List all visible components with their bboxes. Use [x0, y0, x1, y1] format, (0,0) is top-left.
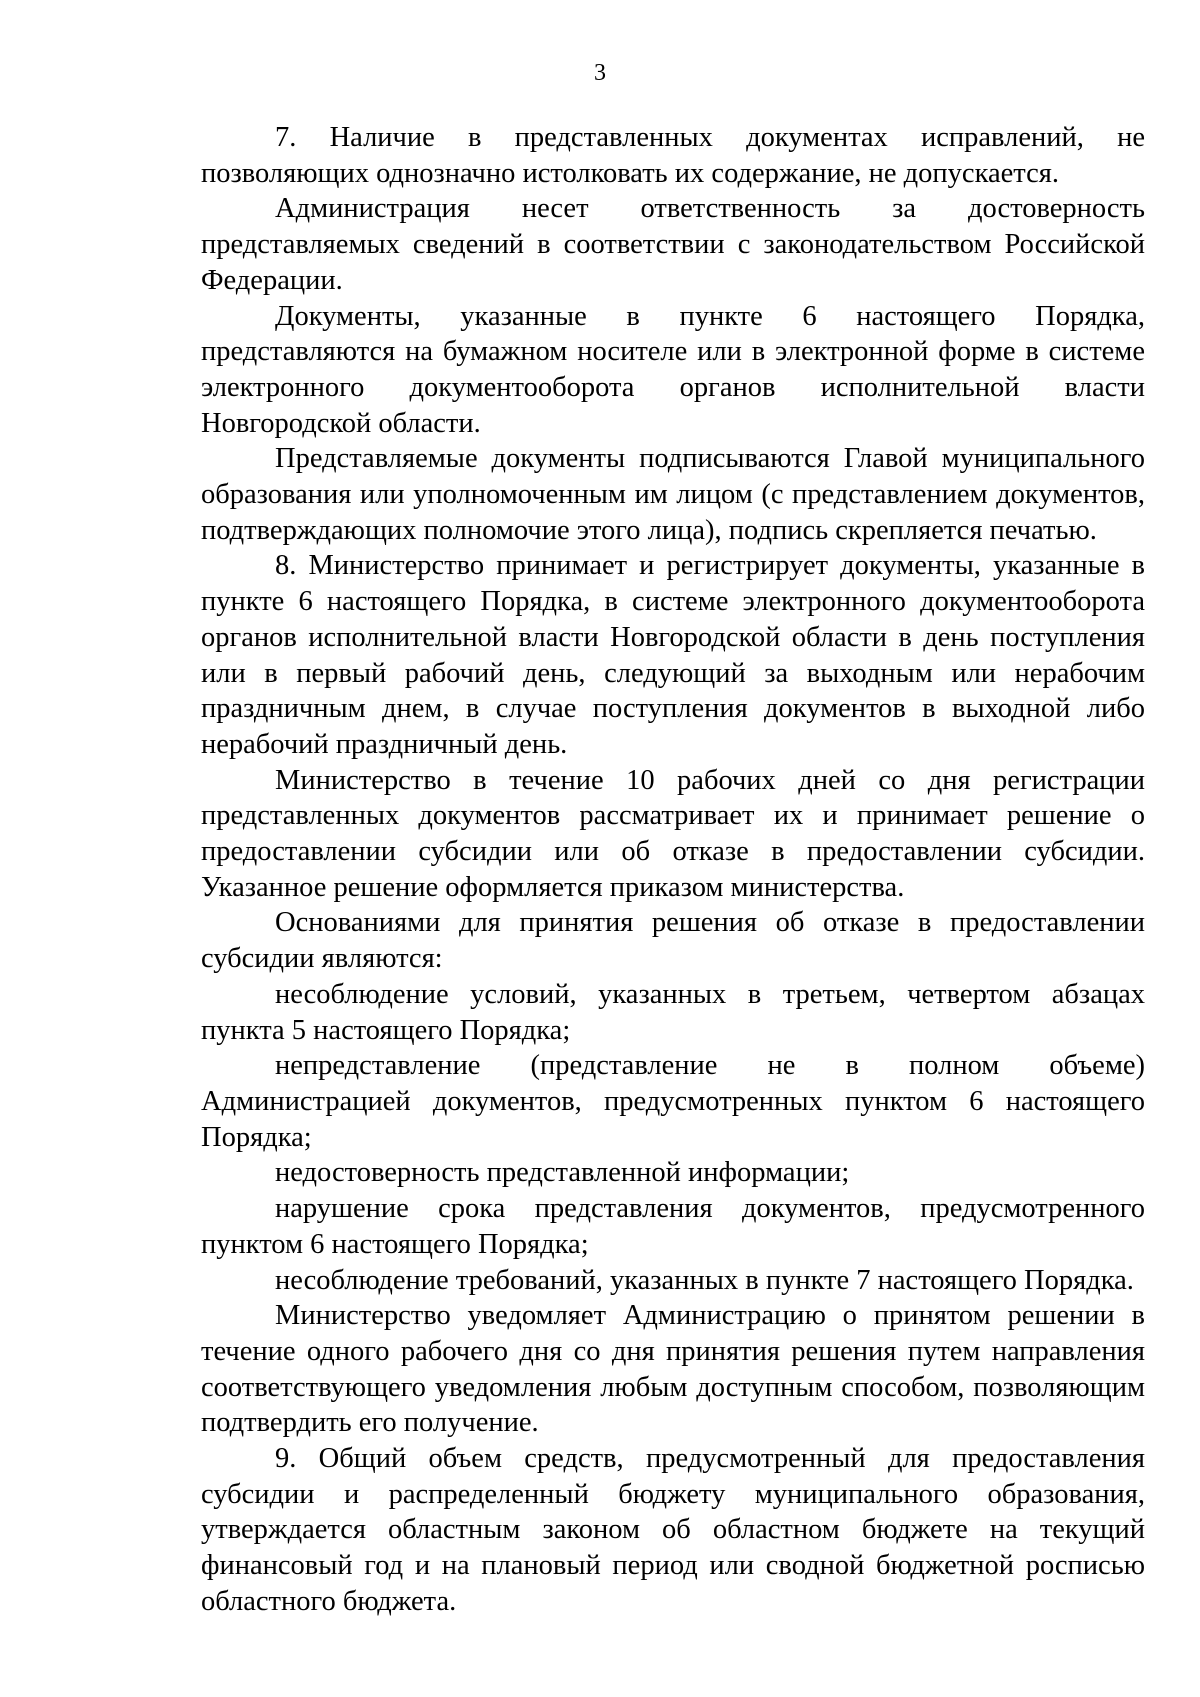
paragraph-refusal-grounds: Основаниями для принятия решения об отказе в предоставлении субсидии являются: [201, 907, 1145, 975]
paragraph-item-7: 7. Наличие в представленных документах исправлений, не позволяющих однозначно истолковать их содержание, не допускается. [201, 122, 1145, 189]
paragraph-notification: Министерство уведомляет Администрацию о принятом решении в течение одного рабочего дня со дня принятия решения путем направления соответствующего уведомления любым доступным способом, позволяющим подтвердить его получение. [201, 1300, 1145, 1439]
paragraph-decision-period: Министерство в течение 10 рабочих дней со дня регистрации представленных документов рассматривает их и принимает решение о предоставлении субсидии или об отказе в предоставлении субсидии. Указанное решение оформляется приказом министерства. [201, 764, 1145, 903]
paragraph-documents-format: Документы, указанные в пункте 6 настоящего Порядка, представляются на бумажном носителе или в электронной форме в системе электронного документооборота органов исполнительной власти Новгородской области. [201, 300, 1145, 439]
paragraph-refusal-ground-4: нарушение срока представления документов, предусмотренного пунктом 6 настоящего Порядка; [201, 1193, 1145, 1260]
paragraph-refusal-ground-3: недостоверность представленной информации; [275, 1157, 850, 1189]
paragraph-item-9: 9. Общий объем средств, предусмотренный для предоставления субсидии и распределенный бюджету муниципального образования, утверждается областным законом об областном бюджете на текущий финансовый год и на плановый период или сводной бюджетной росписью областного бюджета. [201, 1443, 1145, 1617]
paragraph-documents-signing: Представляемые документы подписываются Главой муниципального образования или уполномоченным им лицом (с представлением документов, подтверждающих полномочие этого лица), подпись скрепляется печатью. [201, 443, 1145, 546]
document-body [201, 120, 1145, 1620]
paragraph-refusal-ground-2: непредставление (представление не в полном объеме) Администрацией документов, предусмотренных пунктом 6 настоящего Порядка; [201, 1050, 1145, 1153]
paragraph-item-8: 8. Министерство принимает и регистрирует документы, указанные в пункте 6 настоящего Порядка, в системе электронного документооборота органов исполнительной власти Новгородской области в день поступления или в первый рабочий день, следующий за выходным или нерабочим праздничным днем, в случае поступления документов в выходной либо нерабочий праздничный день. [201, 550, 1145, 760]
page-number: 3 [594, 60, 606, 86]
paragraph-refusal-ground-1: несоблюдение условий, указанных в третьем, четвертом абзацах пункта 5 настоящего Порядка; [201, 978, 1145, 1046]
paragraph-administration-responsibility: Администрация несет ответственность за достоверность представляемых сведений в соответствии с законодательством Российской Федерации. [201, 193, 1145, 296]
paragraph-refusal-ground-5: несоблюдение требований, указанных в пункте 7 настоящего Порядка. [275, 1264, 1134, 1296]
